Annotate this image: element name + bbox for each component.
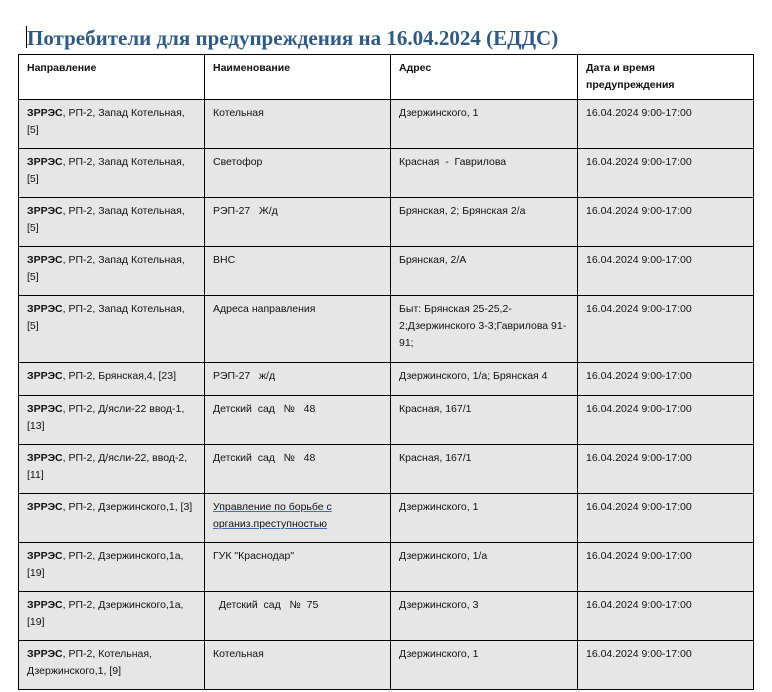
datetime-cell: [578, 149, 754, 198]
address-text: Красная, 167/1: [399, 403, 472, 415]
direction-cell: [19, 641, 205, 690]
page-title: Потребители для предупреждения на 16.04.2024 (ЕДДС): [27, 26, 559, 50]
datetime-cell: [578, 100, 754, 149]
direction-cell: [19, 396, 205, 445]
direction-cell: [19, 296, 205, 363]
header-direction: Направление: [19, 55, 205, 100]
address-text: Дзержинского, 1/а: [399, 550, 488, 562]
datetime-cell: [578, 198, 754, 247]
datetime-text: 16.04.2024 9:00-17:00: [586, 501, 692, 513]
datetime-text: 16.04.2024 9:00-17:00: [586, 107, 692, 119]
org-text: ЗРРЭС: [27, 303, 63, 315]
name-cell: [205, 198, 391, 247]
name-text: ГУК "Краснодар": [213, 550, 295, 562]
address-text: Дзержинского, 1/а; Брянская 4: [399, 370, 548, 382]
table-row: [19, 592, 754, 641]
address-cell: [391, 363, 578, 396]
name-cell: [205, 396, 391, 445]
direction-text: , РП-2, Дзержинского,1, [3]: [62, 501, 193, 513]
datetime-cell: [578, 296, 754, 363]
org-text: ЗРРЭС: [27, 550, 63, 562]
direction-cell: [19, 592, 205, 641]
org-text: ЗРРЭС: [27, 452, 63, 464]
datetime-text: 16.04.2024 9:00-17:00: [586, 550, 692, 562]
address-cell: [391, 641, 578, 690]
name-text: ВНС: [213, 254, 236, 266]
org-text: ЗРРЭС: [27, 254, 63, 266]
address-cell: [391, 247, 578, 296]
datetime-cell: [578, 363, 754, 396]
table-row: [19, 100, 754, 149]
address-cell: [391, 149, 578, 198]
address-cell: [391, 396, 578, 445]
name-text: Детский сад № 48: [213, 452, 316, 464]
name-text: Котельная: [213, 107, 264, 119]
org-text: ЗРРЭС: [27, 403, 63, 415]
address-text: Дзержинского, 1: [399, 107, 479, 119]
name-cell: [205, 445, 391, 494]
table-row: [19, 445, 754, 494]
datetime-cell: [578, 396, 754, 445]
direction-text: , РП-2, Запад Котельная, [5]: [27, 156, 185, 185]
table-header-row: [19, 55, 754, 100]
table-row: [19, 363, 754, 396]
name-text: РЭП-27 Ж/д: [213, 205, 278, 217]
name-text: Светофор: [213, 156, 263, 168]
table-row: [19, 198, 754, 247]
address-text: Брянская, 2/А: [399, 254, 467, 266]
direction-text: , РП-2, Брянская,4, [23]: [62, 370, 176, 382]
direction-cell: [19, 363, 205, 396]
direction-text: , РП-2, Запад Котельная, [5]: [27, 107, 185, 136]
direction-cell: [19, 445, 205, 494]
header-address: Адрес: [391, 55, 578, 100]
direction-text: , РП-2, Дзержинского,1а, [19]: [27, 550, 184, 579]
name-cell: [205, 592, 391, 641]
table-row: [19, 149, 754, 198]
direction-cell: [19, 149, 205, 198]
datetime-text: 16.04.2024 9:00-17:00: [586, 303, 692, 315]
header-datetime: Дата и время предупреждения: [578, 55, 754, 100]
header-name: Наименование: [205, 55, 391, 100]
datetime-text: 16.04.2024 9:00-17:00: [586, 599, 692, 611]
datetime-cell: [578, 641, 754, 690]
datetime-cell: [578, 592, 754, 641]
name-cell: [205, 363, 391, 396]
datetime-cell: [578, 445, 754, 494]
direction-text: , РП-2, Д/ясли-22, ввод-2, [11]: [27, 452, 188, 481]
address-text: Брянская, 2; Брянская 2/а: [399, 205, 526, 217]
direction-cell: [19, 543, 205, 592]
direction-cell: [19, 494, 205, 543]
address-cell: [391, 592, 578, 641]
table-row: [19, 543, 754, 592]
address-text: Дзержинского, 3: [399, 599, 479, 611]
direction-cell: [19, 100, 205, 149]
datetime-cell: [578, 543, 754, 592]
datetime-cell: [578, 247, 754, 296]
org-text: ЗРРЭС: [27, 205, 63, 217]
datetime-text: 16.04.2024 9:00-17:00: [586, 205, 692, 217]
consumers-table: [18, 54, 754, 690]
name-text: Детский сад № 75: [213, 599, 319, 611]
datetime-text: 16.04.2024 9:00-17:00: [586, 648, 692, 660]
name-text: РЭП-27 ж/д: [213, 370, 276, 382]
table-row: [19, 641, 754, 690]
address-text: Дзержинского, 1: [399, 501, 479, 513]
datetime-text: 16.04.2024 9:00-17:00: [586, 403, 692, 415]
name-cell: [205, 100, 391, 149]
direction-text: , РП-2, Запад Котельная, [5]: [27, 254, 185, 283]
address-text: Дзержинского, 1: [399, 648, 479, 660]
org-text: ЗРРЭС: [27, 599, 63, 611]
address-cell: [391, 543, 578, 592]
name-text: Управление по борьбе с организ.преступностью: [213, 501, 332, 530]
address-cell: [391, 100, 578, 149]
address-cell: [391, 198, 578, 247]
name-cell: [205, 494, 391, 543]
direction-cell: [19, 198, 205, 247]
datetime-text: 16.04.2024 9:00-17:00: [586, 156, 692, 168]
name-cell: [205, 149, 391, 198]
table-row: [19, 494, 754, 543]
table-row: [19, 247, 754, 296]
name-cell: [205, 641, 391, 690]
org-text: ЗРРЭС: [27, 107, 63, 119]
org-text: ЗРРЭС: [27, 648, 63, 660]
address-cell: [391, 296, 578, 363]
address-cell: [391, 494, 578, 543]
org-text: ЗРРЭС: [27, 370, 63, 382]
table-row: [19, 396, 754, 445]
org-text: ЗРРЭС: [27, 156, 63, 168]
datetime-text: 16.04.2024 9:00-17:00: [586, 452, 692, 464]
name-cell: [205, 247, 391, 296]
datetime-text: 16.04.2024 9:00-17:00: [586, 254, 692, 266]
direction-text: , РП-2, Запад Котельная, [5]: [27, 205, 185, 234]
address-cell: [391, 445, 578, 494]
table-row: [19, 296, 754, 363]
address-text: Красная, 167/1: [399, 452, 472, 464]
direction-text: , РП-2, Котельная, Дзержинского,1, [9]: [27, 648, 152, 677]
name-text: Адреса направления: [213, 303, 316, 315]
direction-text: , РП-2, Д/ясли-22 ввод-1, [13]: [27, 403, 185, 432]
name-text: Детский сад № 48: [213, 403, 316, 415]
direction-text: , РП-2, Дзержинского,1а, [19]: [27, 599, 184, 628]
direction-cell: [19, 247, 205, 296]
name-text: Котельная: [213, 648, 264, 660]
direction-text: , РП-2, Запад Котельная, [5]: [27, 303, 185, 332]
datetime-text: 16.04.2024 9:00-17:00: [586, 370, 692, 382]
address-text: Быт: Брянская 25-25,2-2;Дзержинского 3-3;Гаврилова 91-91;: [399, 303, 567, 349]
datetime-cell: [578, 494, 754, 543]
address-text: Красная - Гаврилова: [399, 156, 507, 168]
name-cell: [205, 543, 391, 592]
name-cell: [205, 296, 391, 363]
org-text: ЗРРЭС: [27, 501, 63, 513]
